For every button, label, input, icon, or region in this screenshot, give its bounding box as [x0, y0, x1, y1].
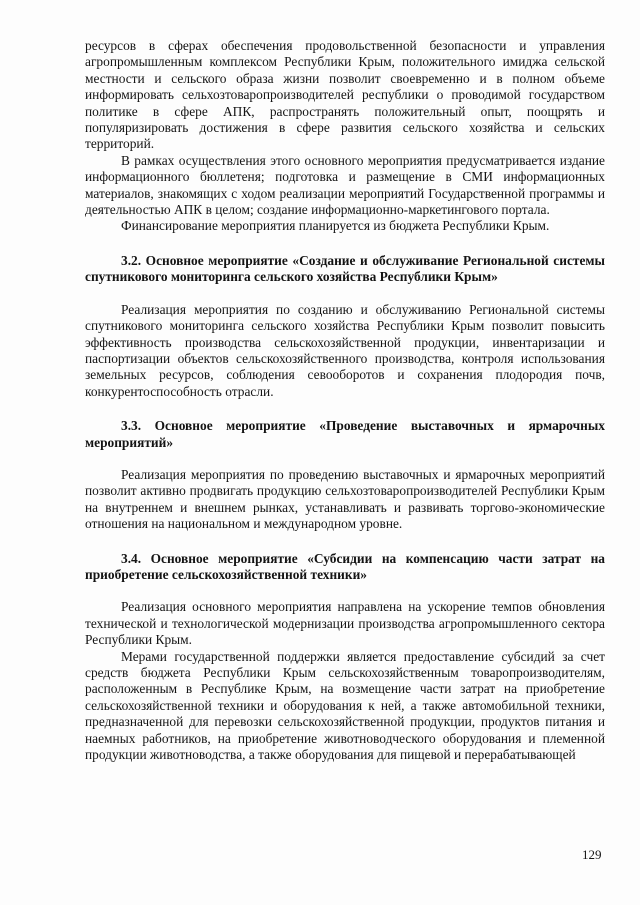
paragraph-subsidies: Мерами государственной поддержки является предоставление субсидий за счет средств бюджета Республики Крым сельскохозяйственным товаропроизводителям, расположенным в Республике Крым, на возмещение части затрат на приобретение сельскохозяйственной техники и оборудования к ней, а также автомобильной техники, предназначенной для перевозки сельскохозяйственной продукции, продуктов питания и наемных работников, на приобретение животноводческого оборудования и племенной продукции животноводства, а также оборудования для пищевой и перерабатывающей [85, 648, 605, 763]
paragraph-modernization: Реализация основного мероприятия направлена на ускорение темпов обновления технической и технологической модернизации производства агропромышленного сектора Республики Крым. [85, 599, 605, 648]
paragraph-financing: Финансирование мероприятия планируется из бюджета Республики Крым. [121, 218, 550, 234]
page-number: 129 [582, 847, 602, 862]
heading-3-3: 3.3. Основное мероприятие «Проведение выставочных и ярмарочных мероприятий» [85, 418, 605, 450]
paragraph-bulletin: В рамках осуществления этого основного мероприятия предусматривается издание информационного бюллетеня; подготовка и размещение в СМИ информационных материалов, знакомящих с ходом реализации мероприятий Государственной программы и деятельностью АПК в целом; создание информационно-маркетингового портала. [85, 152, 605, 218]
paragraph-information-support: ресурсов в сферах обеспечения продовольственной безопасности и управления агропромышленным комплексом Республики Крым, положительного имиджа сельской местности и сельского образа жизни позволит своевременно и в полном объеме информировать сельхозтоваропроизводителей республики о проводимой государством политике в сфере АПК, распространять положительный опыт, поощрять и популяризировать достижения в сфере развития сельского хозяйства и сельских территорий. [85, 38, 605, 152]
paragraph-satellite-monitoring: Реализация мероприятия по созданию и обслуживанию Региональной системы спутникового мониторинга сельского хозяйства Республики Крым позволит повысить эффективность производства сельскохозяйственной продукции, инвентаризации и паспортизации объектов сельскохозяйственного производства, контроля использования земельных ресурсов, соблюдения севооборотов и сохранения плодородия почв, конкурентоспособность отрасли. [85, 301, 605, 399]
heading-3-2: 3.2. Основное мероприятие «Создание и обслуживание Региональной системы спутникового мониторинга сельского хозяйства Республики Крым» [85, 252, 605, 285]
heading-3-4: 3.4. Основное мероприятие «Субсидии на компенсацию части затрат на приобретение сельскохозяйственной техники» [85, 550, 605, 582]
document-page [85, 38, 605, 763]
paragraph-exhibitions: Реализация мероприятия по проведению выставочных и ярмарочных мероприятий позволит активно продвигать продукцию сельхозтоваропроизводителей Республики Крым на внутреннем и внешнем рынках, устанавливать и развивать торгово-экономические отношения на национальном и международном уровне. [85, 466, 605, 532]
